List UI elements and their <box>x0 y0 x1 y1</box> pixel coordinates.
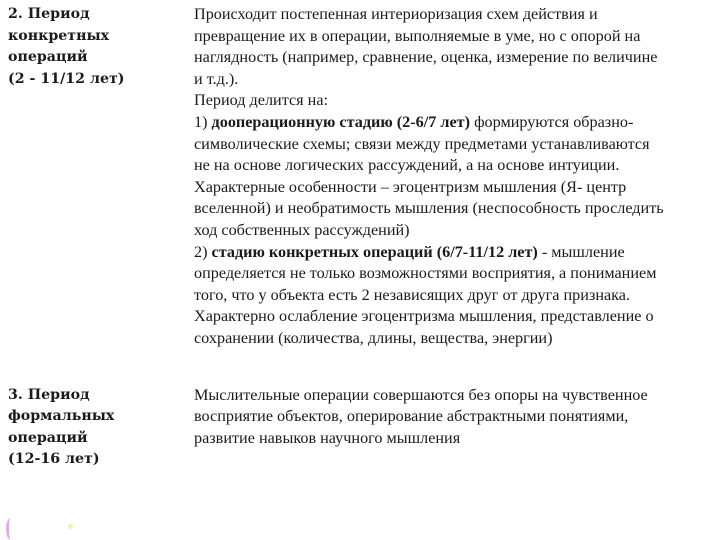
description-line <box>194 242 712 264</box>
period-description <box>180 362 720 471</box>
text-segment: наглядность (например, сравнение, оценка, измерение по величине <box>194 48 658 67</box>
text-segment: определяется не только возможностями восприятия, а пониманием <box>194 264 657 283</box>
text-segment: символические схемы; связи между предметами устанавливаются <box>194 134 650 153</box>
description-line <box>194 26 712 48</box>
text-segment: Характерные особенности – эгоцентризм мышления (Я- центр <box>194 177 627 196</box>
description-line <box>194 198 712 220</box>
text-segment: вселенной) и необратимость мышления (неспособность проследить <box>194 199 664 218</box>
description-line <box>194 112 712 134</box>
period-title <box>0 0 180 362</box>
period-title-line: операций <box>8 429 88 446</box>
text-segment: Мыслительные операции совершаются без опоры на чувственное <box>194 385 648 404</box>
text-segment: превращение их в операции, выполняемые в уме, но с опорой на <box>194 26 641 45</box>
description-line <box>194 428 712 450</box>
description-line <box>194 90 712 112</box>
period-title-line: формальных <box>8 408 115 424</box>
decorative-dot <box>68 524 73 529</box>
stage-name: стадию конкретных операций (6/7-11/12 лет) <box>211 242 538 261</box>
description-line <box>194 177 712 199</box>
table-row <box>0 362 720 471</box>
text-segment: 1) <box>194 112 212 131</box>
text-segment: сохранении (количества, длины, вещества, энергии) <box>194 328 553 347</box>
text-segment: - мышление <box>537 242 625 261</box>
text-segment: Происходит постепенная интериоризация схем действия и <box>194 5 598 23</box>
description-line <box>194 285 712 307</box>
decorative-curve <box>6 518 15 540</box>
period-title-line: 2. Период <box>8 6 90 22</box>
description-line <box>194 4 712 26</box>
description-line <box>194 306 712 328</box>
period-title-line: конкретных <box>8 27 110 44</box>
text-segment: того, что у объекта есть 2 независящих друг от друга признака. <box>194 285 631 304</box>
description-line <box>194 263 712 285</box>
stage-name: дооперационную стадию (2-6/7 лет) <box>211 112 471 131</box>
text-segment: развитие навыков научного мышления <box>194 428 461 447</box>
text-segment: формируются образно- <box>470 112 634 131</box>
description-line <box>194 47 712 69</box>
period-title <box>0 362 180 471</box>
period-description <box>180 0 720 362</box>
period-title-line: (12-16 лет) <box>8 451 100 467</box>
period-title-line: (2 - 11/12 лет) <box>8 70 125 87</box>
description-line <box>194 385 712 407</box>
text-segment: 2) <box>194 242 212 261</box>
description-line <box>194 155 712 177</box>
text-segment: восприятие объектов, оперирование абстрактными понятиями, <box>194 407 629 426</box>
text-segment: не на основе логических рассуждений, а на основе интуиции. <box>194 156 620 175</box>
text-segment: и т.д.). <box>194 69 239 88</box>
description-line <box>194 406 712 428</box>
description-line <box>194 220 712 242</box>
text-segment: ход собственных рассуждений) <box>194 220 410 239</box>
description-line <box>194 134 712 156</box>
description-line <box>194 328 712 350</box>
text-segment: Характерно ослабление эгоцентризма мышления, представление о <box>194 307 654 326</box>
text-segment: Период делится на: <box>194 91 328 110</box>
period-title-line: операций <box>8 49 88 65</box>
period-title-line: 3. Период <box>8 386 90 403</box>
description-line <box>194 69 712 91</box>
